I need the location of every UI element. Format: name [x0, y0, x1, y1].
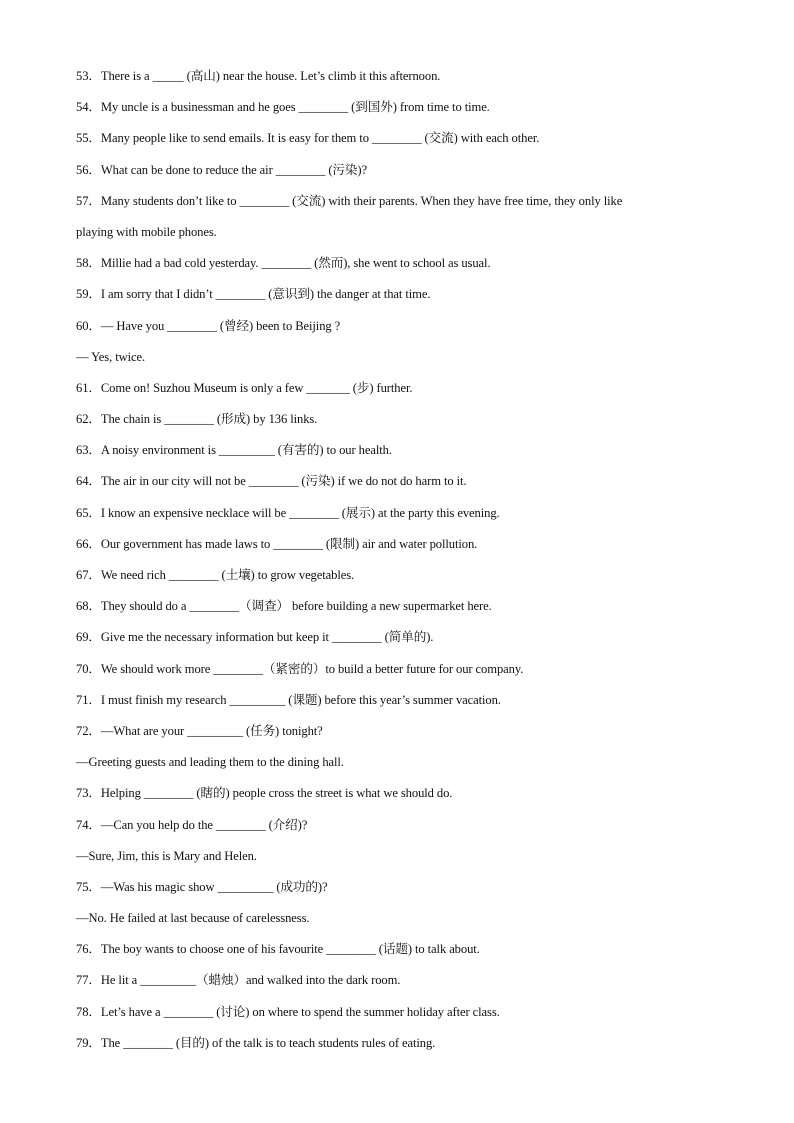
question-57: 57．Many students don’t like to ________ (交流) with their parents. When they have free time, they only like: [76, 193, 623, 208]
question-63: 63．A noisy environment is _________ (有害的) to our health.: [76, 443, 392, 458]
question-58: 58．Millie had a bad cold yesterday. ________ (然而), she went to school as usual.: [76, 256, 491, 271]
question-77: 77．He lit a _________（蜡烛）and walked into the dark room.: [76, 973, 401, 988]
question-75: 75．—Was his magic show _________ (成功的)?: [76, 879, 328, 894]
question-60: 60．— Have you ________ (曾经) been to Beijing ?: [76, 318, 341, 333]
question-66: 66．Our government has made laws to ________ (限制) air and water pollution.: [76, 536, 478, 551]
question-53: 53．There is a _____ (高山) near the house. Let’s climb it this afternoon.: [76, 69, 441, 83]
question-56: 56．What can be done to reduce the air ________ (污染)?: [76, 162, 367, 177]
question-61: 61．Come on! Suzhou Museum is only a few _______ (步) further.: [76, 380, 413, 395]
question-72-answer: —Greeting guests and leading them to the dining hall.: [76, 755, 344, 770]
question-62: 62．The chain is ________ (形成) by 136 links.: [76, 412, 318, 427]
question-60-answer: — Yes, twice.: [76, 349, 146, 364]
worksheet-page: [76, 64, 716, 1062]
question-59: 59．I am sorry that I didn’t ________ (意识到) the danger at that time.: [76, 287, 431, 302]
question-75-answer: —No. He failed at last because of carelessness.: [76, 911, 310, 926]
question-57-continued: playing with mobile phones.: [76, 224, 217, 239]
question-74: 74．—Can you help do the ________ (介绍)?: [76, 817, 308, 832]
question-78: 78．Let’s have a ________ (讨论) on where to spend the summer holiday after class.: [76, 1004, 500, 1019]
question-55: 55．Many people like to send emails. It is easy for them to ________ (交流) with each other.: [76, 131, 540, 146]
question-68: 68．They should do a ________（调查） before building a new supermarket here.: [76, 599, 492, 614]
question-65: 65．I know an expensive necklace will be ________ (展示) at the party this evening.: [76, 505, 500, 520]
question-54: 54．My uncle is a businessman and he goes ________ (到国外) from time to time.: [76, 100, 490, 115]
question-72: 72．—What are your _________ (任务) tonight?: [76, 723, 323, 738]
question-73: 73．Helping ________ (瞎的) people cross the street is what we should do.: [76, 786, 453, 801]
question-71: 71．I must finish my research _________ (课题) before this year’s summer vacation.: [76, 692, 501, 707]
question-70: 70．We should work more ________（紧密的）to build a better future for our company.: [76, 661, 524, 676]
question-76: 76．The boy wants to choose one of his favourite ________ (话题) to talk about.: [76, 942, 480, 957]
question-79: 79．The ________ (目的) of the talk is to teach students rules of eating.: [76, 1035, 436, 1050]
question-74-answer: —Sure, Jim, this is Mary and Helen.: [76, 848, 257, 863]
question-69: 69．Give me the necessary information but keep it ________ (简单的).: [76, 630, 434, 645]
question-67: 67．We need rich ________ (土壤) to grow vegetables.: [76, 568, 355, 582]
question-64: 64．The air in our city will not be ________ (污染) if we do not do harm to it.: [76, 474, 467, 489]
